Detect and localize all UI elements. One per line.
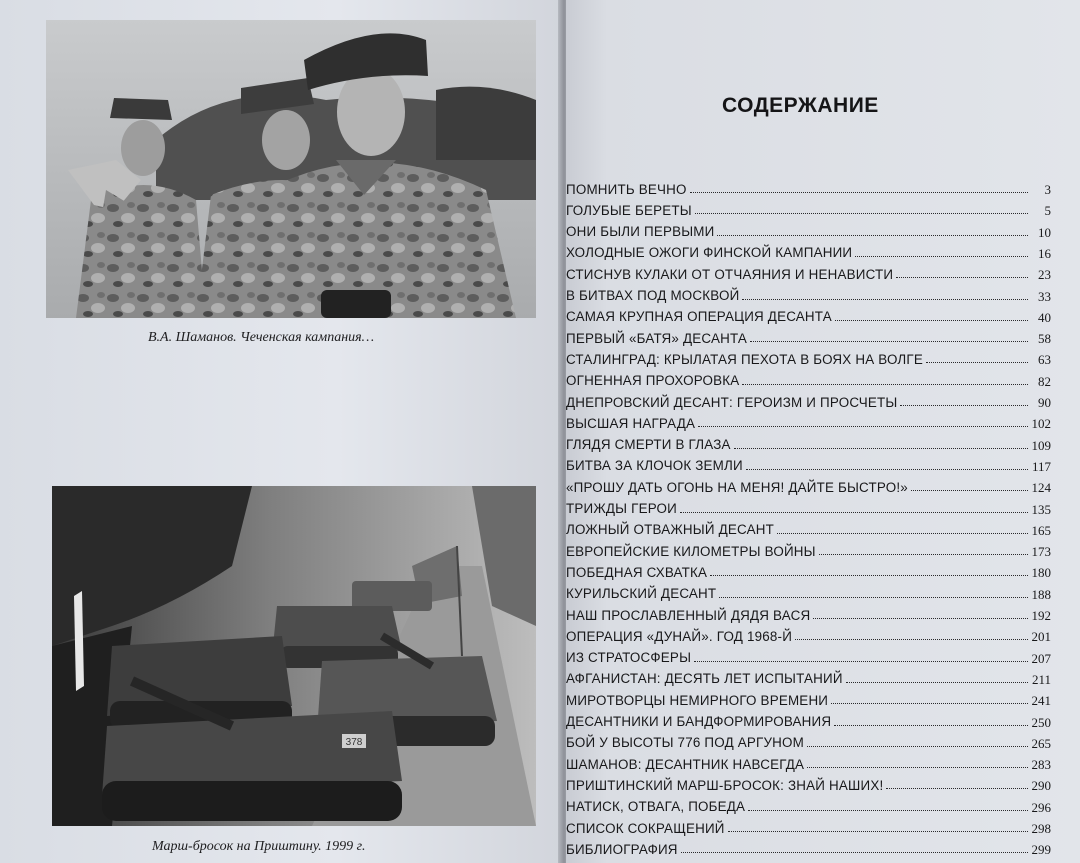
- toc-entry-title: ДНЕПРОВСКИЙ ДЕСАНТ: ГЕРОИЗМ И ПРОСЧЕТЫ: [566, 394, 898, 410]
- toc-leader-dots: [886, 787, 1028, 789]
- toc-leader-dots: [680, 511, 1028, 513]
- toc-leader-dots: [831, 702, 1028, 704]
- toc-leader-dots: [835, 319, 1028, 321]
- toc-entry: [566, 304, 1051, 324]
- toc-entry: [566, 325, 1051, 345]
- toc-leader-dots: [681, 851, 1028, 853]
- toc-entry-title: АФГАНИСТАН: ДЕСЯТЬ ЛЕТ ИСПЫТАНИЙ: [566, 671, 843, 687]
- toc-entry-page: 117: [1031, 458, 1051, 474]
- toc-entry-title: ОПЕРАЦИЯ «ДУНАЙ». ГОД 1968-Й: [566, 628, 793, 644]
- toc-entry-title: ШАМАНОВ: ДЕСАНТНИК НАВСЕГДА: [566, 756, 805, 772]
- toc-entry-page: 90: [1038, 395, 1051, 410]
- toc-leader-dots: [717, 234, 1028, 236]
- toc-title: СОДЕРЖАНИЕ: [722, 94, 879, 117]
- toc-entry-page: 283: [1031, 757, 1051, 773]
- toc-leader-dots: [813, 617, 1028, 619]
- photo-shamanov: [46, 20, 536, 318]
- toc-entry: [566, 815, 1051, 835]
- toc-entry: [566, 176, 1051, 196]
- toc-entry-page: 3: [1044, 182, 1051, 197]
- toc-entry-title: ПОМНИТЬ ВЕЧНО: [566, 181, 687, 197]
- toc-entry: [566, 474, 1051, 494]
- toc-leader-dots: [694, 660, 1028, 662]
- toc-entry: [566, 581, 1051, 601]
- toc-entry-page: 10: [1038, 224, 1051, 240]
- toc-entry-page: 299: [1031, 842, 1051, 858]
- toc-entry-page: 40: [1038, 309, 1051, 325]
- toc-entry-page: 265: [1031, 735, 1051, 751]
- toc-entry: [566, 751, 1051, 771]
- toc-leader-dots: [855, 255, 1028, 257]
- toc-entry-title: «ПРОШУ ДАТЬ ОГОНЬ НА МЕНЯ! ДАЙТЕ БЫСТРО!»: [566, 479, 908, 495]
- toc-entry: [566, 389, 1051, 409]
- toc-leader-dots: [834, 724, 1028, 726]
- vehicle-number: 378: [345, 737, 363, 748]
- toc-entry-title: ГОЛУБЫЕ БЕРЕТЫ: [566, 202, 692, 218]
- photo-caption-shamanov: В.А. Шаманов. Чеченская кампания…: [148, 330, 375, 345]
- toc-entry-page: 296: [1031, 799, 1051, 815]
- toc-entry-page: 188: [1031, 586, 1051, 602]
- toc-entry-title: НАШ ПРОСЛАВЛЕННЫЙ ДЯДЯ ВАСЯ: [566, 607, 811, 623]
- toc-leader-dots: [777, 532, 1028, 534]
- toc-entry-title: ГЛЯДЯ СМЕРТИ В ГЛАЗА: [566, 437, 731, 453]
- toc-leader-dots: [742, 383, 1028, 385]
- toc-entry: [566, 410, 1051, 430]
- toc-entry: [566, 496, 1051, 516]
- toc-entry-page: 192: [1031, 608, 1051, 623]
- toc-entry-title: ХОЛОДНЫЕ ОЖОГИ ФИНСКОЙ КАМПАНИИ: [566, 245, 853, 261]
- toc-entry-title: ДЕСАНТНИКИ И БАНДФОРМИРОВАНИЯ: [566, 714, 832, 730]
- toc-entry-page: 5: [1044, 203, 1051, 219]
- toc-entry: [566, 602, 1051, 622]
- toc-entry-title: ВЫСШАЯ НАГРАДА: [566, 415, 696, 431]
- toc-leader-dots: [896, 276, 1028, 278]
- toc-entry-title: БИТВА ЗА КЛОЧОК ЗЕМЛИ: [566, 458, 743, 474]
- toc-entry: [566, 197, 1051, 217]
- toc-entry: [566, 261, 1051, 281]
- toc-entry: [566, 730, 1051, 750]
- toc-leader-dots: [795, 638, 1028, 640]
- toc-entry-title: САМАЯ КРУПНАЯ ОПЕРАЦИЯ ДЕСАНТА: [566, 309, 832, 325]
- toc-entry-title: БИБЛИОГРАФИЯ: [566, 841, 678, 857]
- toc-entry-title: БОЙ У ВЫСОТЫ 776 ПОД АРГУНОМ: [566, 735, 805, 751]
- toc-entry: [566, 453, 1051, 473]
- toc-leader-dots: [846, 681, 1028, 683]
- toc-entry: [566, 432, 1051, 452]
- toc-entry-title: В БИТВАХ ПОД МОСКВОЙ: [566, 288, 740, 304]
- toc-entry-page: 290: [1031, 778, 1051, 794]
- toc-entry: [566, 772, 1051, 792]
- toc-entry-page: 16: [1038, 245, 1051, 261]
- toc-leader-dots: [750, 340, 1028, 342]
- toc-entry: [566, 538, 1051, 558]
- toc-leader-dots: [734, 447, 1028, 449]
- toc-entry-title: ОГНЕННАЯ ПРОХОРОВКА: [566, 373, 740, 389]
- toc-leader-dots: [807, 745, 1028, 747]
- toc-entry: [566, 346, 1051, 366]
- toc-entry-page: 124: [1031, 480, 1051, 496]
- photo-officers-image: [46, 20, 536, 318]
- toc-entry-title: ПОБЕДНАЯ СХВАТКА: [566, 564, 708, 580]
- toc-entry-title: СПИСОК СОКРАЩЕНИЙ: [566, 820, 725, 836]
- toc-entry-title: ОНИ БЫЛИ ПЕРВЫМИ: [566, 224, 715, 240]
- toc-entry: [566, 517, 1051, 537]
- toc-entry-page: 298: [1031, 821, 1051, 836]
- toc-entry-page: 250: [1031, 714, 1051, 730]
- toc-entry-page: 63: [1038, 352, 1051, 368]
- toc-entry-title: КУРИЛЬСКИЙ ДЕСАНТ: [566, 586, 717, 602]
- toc-entry: [566, 559, 1051, 579]
- toc-entry-title: ИЗ СТРАТОСФЕРЫ: [566, 650, 692, 666]
- toc-entry: [566, 836, 1051, 856]
- toc-entry-page: 102: [1031, 416, 1051, 432]
- toc-entry-page: 33: [1038, 288, 1051, 304]
- toc-entry-page: 180: [1031, 565, 1051, 581]
- toc-entry-page: 201: [1031, 629, 1051, 645]
- toc-entry-title: ЛОЖНЫЙ ОТВАЖНЫЙ ДЕСАНТ: [566, 522, 774, 538]
- toc-entry-page: 82: [1038, 373, 1051, 389]
- toc-leader-dots: [807, 766, 1028, 768]
- toc-entry: [566, 794, 1051, 814]
- toc-entry-page: 165: [1031, 522, 1051, 538]
- toc-entry: [566, 666, 1051, 686]
- toc-entry-page: 23: [1038, 267, 1051, 283]
- photo-caption-pristina: Марш-бросок на Приштину. 1999 г.: [152, 839, 366, 854]
- toc-leader-dots: [698, 425, 1028, 427]
- toc-entry-title: СТИСНУВ КУЛАКИ ОТ ОТЧАЯНИЯ И НЕНАВИСТИ: [566, 266, 894, 282]
- toc-entry: [566, 623, 1051, 643]
- photo-armored-column-image: [52, 486, 536, 826]
- toc-entry-title: МИРОТВОРЦЫ НЕМИРНОГО ВРЕМЕНИ: [566, 692, 829, 708]
- toc-leader-dots: [819, 553, 1028, 555]
- toc-entry-page: 109: [1031, 437, 1051, 453]
- toc-leader-dots: [746, 468, 1028, 470]
- toc-leader-dots: [695, 212, 1028, 214]
- toc-entry: [566, 219, 1051, 239]
- toc-entry: [566, 283, 1051, 303]
- toc-leader-dots: [926, 361, 1028, 363]
- toc-entry: [566, 709, 1051, 729]
- toc-entry-page: 58: [1038, 331, 1051, 347]
- toc-entry-page: 211: [1031, 671, 1051, 687]
- toc-entry: [566, 368, 1051, 388]
- toc-entry-page: 173: [1031, 544, 1051, 560]
- toc-entry-title: СТАЛИНГРАД: КРЫЛАТАЯ ПЕХОТА В БОЯХ НА ВОЛГЕ: [566, 351, 923, 367]
- toc-leader-dots: [900, 404, 1028, 406]
- toc-leader-dots: [690, 191, 1028, 193]
- toc-entry-title: ПРИШТИНСКИЙ МАРШ-БРОСОК: ЗНАЙ НАШИХ!: [566, 777, 884, 793]
- toc-entry: [566, 240, 1051, 260]
- photo-pristina-march: [52, 486, 536, 826]
- toc-entry-page: 135: [1031, 501, 1051, 517]
- toc-entry-title: ЕВРОПЕЙСКИЕ КИЛОМЕТРЫ ВОЙНЫ: [566, 543, 816, 559]
- toc-leader-dots: [748, 809, 1028, 811]
- toc-leader-dots: [728, 830, 1028, 832]
- toc-entry-page: 241: [1031, 693, 1051, 709]
- toc-entry-title: ТРИЖДЫ ГЕРОИ: [566, 501, 678, 517]
- toc-entry: [566, 645, 1051, 665]
- toc-entry: [566, 687, 1051, 707]
- toc-leader-dots: [742, 298, 1028, 300]
- toc-leader-dots: [710, 574, 1028, 576]
- toc-entry-title: НАТИСК, ОТВАГА, ПОБЕДА: [566, 799, 746, 815]
- toc-leader-dots: [911, 489, 1028, 491]
- toc-leader-dots: [719, 596, 1028, 598]
- toc-entry-page: 207: [1031, 650, 1051, 666]
- toc-entry-title: ПЕРВЫЙ «БАТЯ» ДЕСАНТА: [566, 330, 748, 346]
